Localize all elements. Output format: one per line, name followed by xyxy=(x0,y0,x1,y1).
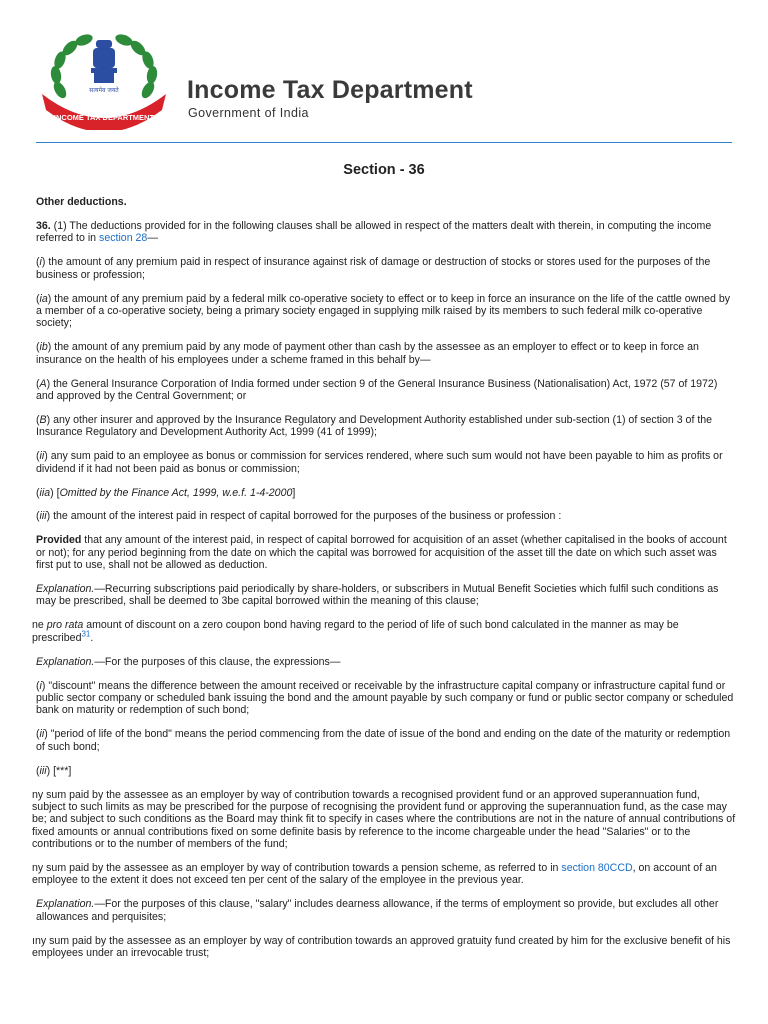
org-title: Income Tax Department xyxy=(187,76,473,104)
svg-text:INCOME TAX DEPARTMENT: INCOME TAX DEPARTMENT xyxy=(53,113,155,122)
clause-pro-rata: ne pro rata amount of discount on a zero coupon bond having regard to the period of life of such bond calculated in the manner as may be prescribed$^{31}$. xyxy=(32,619,679,644)
section-28-link[interactable]: section 28 xyxy=(99,232,148,245)
sub-clause-i: (i) "discount" means the difference between the amount received or receivable by the infrastructure capital company or infrastructure capital fund or public sector company or scheduled bank issuing the bond and the amount payable by such company or fund or public sector company or scheduled bank on maturity or redemption of such bond; xyxy=(36,679,734,717)
svg-text:सत्यमेव जयते: सत्यमेव जयते xyxy=(89,87,119,94)
clause-ib: (ib) the amount of any premium paid by any mode of payment other than cash by the assessee as an employer to effect or to keep in force an insurance on the health of his employees under a scheme framed in this behalf by— xyxy=(36,341,699,366)
sub-clause-ii: (ii) "period of life of the bond" means the period commencing from the date of issue of the bond and ending on the date of the maturity or redemption of such bond; xyxy=(36,728,731,753)
clause-iia: (iia) [Omitted by the Finance Act, 1999, w.e.f. 1-4-2000] xyxy=(36,486,296,499)
org-subtitle: Government of India xyxy=(188,106,309,120)
page-title: Section - 36 xyxy=(343,162,425,178)
section-number: 36. xyxy=(36,219,51,232)
explanation: Explanation.—For the purposes of this clause, the expressions— xyxy=(36,655,341,668)
sub-clause-iii: (iii) [***] xyxy=(36,764,72,777)
clause-pension-scheme: ny sum paid by the assessee as an employer by way of contribution towards a pension scheme, as referred to in section 80CCD, on account of an employee to the extent it does not exceed ten per cent of the salary of the employee in the previous year. xyxy=(32,862,717,887)
clause-iii: (iii) the amount of the interest paid in respect of capital borrowed for the purposes of the business or profession : xyxy=(36,510,562,523)
clause-i: (i) the amount of any premium paid in respect of insurance against risk of damage or destruction of stocks or stores used for the purposes of the business or profession; xyxy=(36,256,711,281)
header-divider xyxy=(36,142,732,143)
clause-A: (A) the General Insurance Corporation of India formed under section 9 of the General Insurance Business (Nationalisation) Act, 1972 (57 of 1972) and approved by the Central Government; or xyxy=(36,377,718,402)
clause-B: (B) any other insurer and approved by the Insurance Regulatory and Development Authority established under sub-section (1) of section 3 of the Insurance Regulatory and Development Authority Act, 1999 (41 of 1999); xyxy=(36,413,713,439)
section-body xyxy=(32,196,736,971)
section-80ccd-link[interactable]: section 80CCD xyxy=(561,862,633,875)
explanation: Explanation.—For the purposes of this clause, "salary" includes dearness allowance, if the terms of employment so provide, but excludes all other allowances and perquisites; xyxy=(36,898,719,923)
proviso: Provided that any amount of the interest paid, in respect of capital borrowed for acquisition of an asset (whether capitalised in the books of account or not); for any period beginning from the date on which the capital was borrowed for acquisition of the asset till the date on which such asset was first put to use, shall not be allowed as deduction. xyxy=(36,534,727,572)
page-header xyxy=(0,0,768,142)
paragraph: 36. (1) The deductions provided for in the following clauses shall be allowed in respect of the matters dealt with therein, in computing the income referred to in section 28— xyxy=(36,219,712,245)
explanation: Explanation.—Recurring subscriptions paid periodically by share-holders, or subscribers in Mutual Benefit Societies which fulfil such conditions as may be prescribed, shall be deemed to 3be capital borrowed within the meaning of this clause; xyxy=(36,583,719,608)
income-tax-department-logo xyxy=(38,30,170,130)
footnote-31-link[interactable]: 31 xyxy=(81,629,91,639)
clause-provident-fund: ny sum paid by the assessee as an employer by way of contribution towards a recognised provident fund or an approved superannuation fund, subject to such limits as may be prescribed for the purpose of recognising the provident fund or approving the superannuation fund, as the case may be; and subject to such conditions as the Board may think fit to specify in cases where the contributions are not in the nature of annual contributions of fixed amounts or annual contributions fixed on some definite basis by reference to the income chargeable under the head "Salaries" or to the contributions or to the number of members of the fund; xyxy=(32,788,736,851)
clause-gratuity-fund: ıny sum paid by the assessee as an employer by way of contribution towards an approved gratuity fund created by him for the exclusive benefit of his employees under an irrevocable trust; xyxy=(32,934,731,960)
section-heading: Other deductions. xyxy=(36,196,127,208)
clause-ii: (ii) any sum paid to an employee as bonus or commission for services rendered, where such sum would not have been payable to him as profits or dividend if it had not been paid as bonus or commission; xyxy=(36,450,723,475)
clause-ia: (ia) the amount of any premium paid by a federal milk co-operative society to effect or to keep in force an insurance on the life of the cattle owned by a member of a co-operative society, being a primary society engaged in supplying milk raised by its members to such federal milk co-operative society; xyxy=(36,292,731,330)
